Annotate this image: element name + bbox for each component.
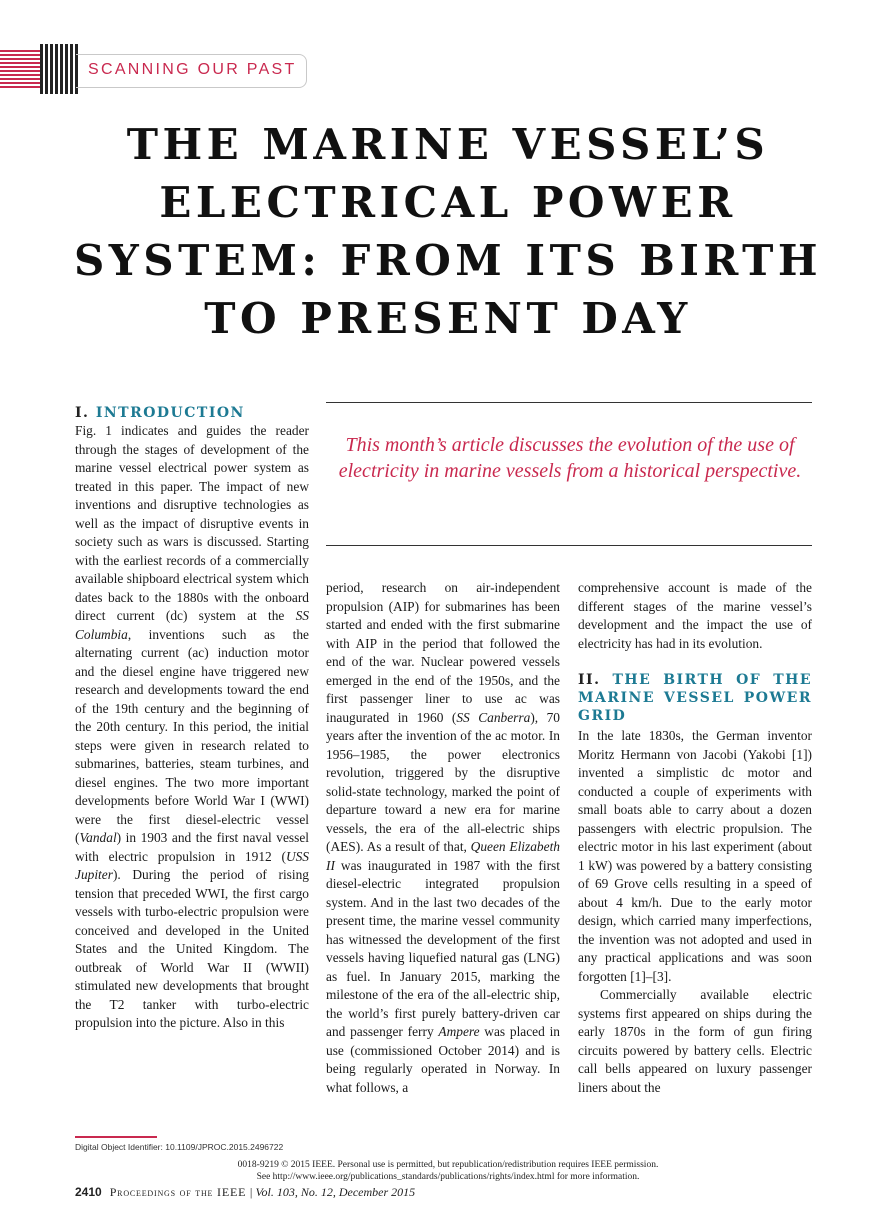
- section-tag: SCANNING OUR PAST: [88, 61, 297, 78]
- section-2-heading: II. THE BIRTH OF THE MARINE VESSEL POWER GRID: [578, 672, 813, 724]
- doi-rule: [75, 1136, 157, 1138]
- header-bars: [40, 44, 78, 94]
- pullquote-rule-bottom: [326, 545, 812, 546]
- column-2-paragraph: period, research on air-independent propulsion (AIP) for submarines has been started and ended with the first submarine with AIP in the period that followed the end of the war. Nuclear powered vessels emerged in the end of the 1950s, and the first passenger liner to use ac was inaugurated in 1960 (SS Canberra), 70 years after the invention of the ac motor. In 1956–1985, the power electronics revolution, triggered by the disruptive solid-state technology, marked the point of departure toward a new era for marine vessels, the era of the all-electric ships (AES). As a result of that, Queen Elizabeth II was inaugurated in 1987 with the first diesel-electric integrated propulsion system. And in the last two decades of the present time, the marine vessel community has witnessed the development of the first vessels having liquefied natural gas (LNG) as fuel. In January 2015, marking the milestone of the era of the all-electric ship, the world’s first purely battery-driven car and passenger ferry Ampere was placed in use (commissioned October 2014) and is being regularly operated in Norway. In what follows, a: [326, 580, 561, 1095]
- section-1-heading: I. INTRODUCTION: [75, 405, 245, 421]
- copyright: 0018-9219 © 2015 IEEE. Personal use is permitted, but republication/redistribution requires IEEE permission. See http://www.ieee.org/publications_standards/publications/rights/index.html for more information.: [237, 1160, 659, 1182]
- section-2-paragraph-2: Commercially available electric systems first appeared on ships during the early 1870s in the form of gun firing circuits powered by battery cells. Electric call bells appeared on luxury passenger liners about the: [578, 987, 812, 1095]
- journal-name: Proceedings of the IEEE: [109, 1185, 247, 1199]
- section-2-paragraph-1: In the late 1830s, the German inventor Moritz Hermann von Jacobi (Yakobi [1]) invented a simplistic dc motor and conducted a couple of experiments with small boats able to carry about a dozen passengers with electric propulsion. The electric motor in his last experiment (about 1 kW) was powered by a battery consisting of 69 Grove cells resulting in a speed of about 4 km/h. Due to the early motor design, which carried many imperfections, the invention was not adopted and used in any practical applications and was soon forgotten [1]–[3].: [578, 728, 812, 984]
- pullquote-rule-top: [326, 402, 812, 403]
- column-3: [578, 579, 812, 1097]
- page-footer: [75, 1185, 415, 1200]
- article-title: THE MARINE VESSEL’S ELECTRICAL POWER SYSTEM: FROM ITS BIRTH TO PRESENT DAY: [73, 120, 823, 343]
- column-3-top-paragraph: comprehensive account is made of the different stages of the marine vessel’s development and the impact the use of electricity has had in its evolution.: [578, 580, 812, 651]
- column-1: [75, 404, 309, 1033]
- column-2: [326, 579, 560, 1097]
- section-1-paragraph: Fig. 1 indicates and guides the reader through the stages of development of the marine vessel electrical power system as treated in this paper. The impact of new inventions and disruptive technologies as well as the impact of disruptive events in society such as wars is discussed. Starting with the earliest records of a commercially available shipboard electrical system which dates back to the 1880s with the onboard direct current (dc) system at the SS Columbia, inventions such as the alternating current (ac) induction motor and the diesel engine have triggered new research and developments toward the end of the 19th century and the beginning of the 20th century. In this period, the initial steps were given in research related to submarines, batteries, steam turbines, and diesel engines. The two more important developments before World War I (WWI) were the first diesel-electric vessel (Vandal) in 1903 and the first naval vessel with electric propulsion in 1912 (USS Jupiter). During the period of rising tension that preceded WWI, the first cargo vessels with turbo-electric propulsion were conceived and developed in the United States and the United Kingdom. The outbreak of World War II (WWII) stimulated new developments that brought the T2 tanker with turbo-electric propulsion into the picture. Also in this: [75, 423, 309, 1030]
- doi: Digital Object Identifier: 10.1109/JPROC.2015.2496722: [75, 1142, 284, 1152]
- header-stripes: [0, 50, 40, 92]
- page-number: 2410: [75, 1185, 102, 1199]
- pullquote: This month’s article discusses the evolution of the use of electricity in marine vessels from a historical perspective.: [338, 434, 802, 482]
- journal-issue: | Vol. 103, No. 12, December 2015: [249, 1185, 416, 1199]
